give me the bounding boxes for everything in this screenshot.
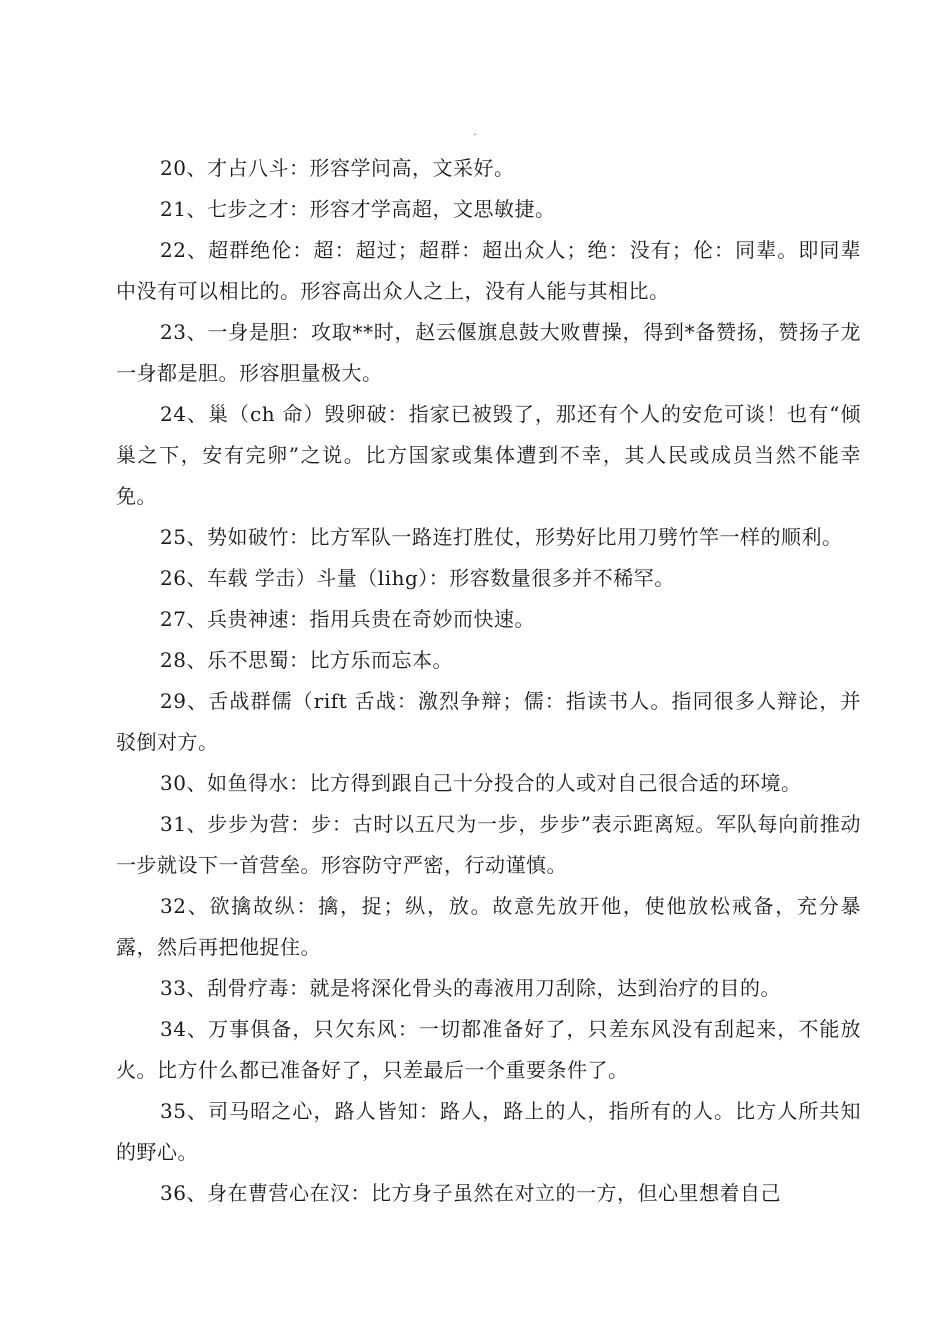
entry-36: 36、身在曹营心在汉：比方身子虽然在对立的一方，但心里想着自己 — [160, 1181, 781, 1205]
entry-21: 21、七步之才：形容才学高超，文思敏捷。 — [160, 197, 556, 221]
entry-22: 22、超群绝伦：超：超过；超群：超出众人；绝：没有；伦：同辈。即同辈中没有可以相比的。形容高出众人之上，没有人能与其相比。 — [116, 238, 861, 303]
entry-26: 26、车载 学击）斗量（lihg）：形容数量很多并不稀罕。 — [160, 566, 675, 590]
entry-29: 29、舌战群儒（rift 舌战：激烈争辩；儒：指读书人。指同很多人辩论，并驳倒对方。 — [116, 689, 861, 754]
entry-23: 23、一身是胆：攻取**时，赵云偃旗息鼓大败曹操，得到*备赞扬，赞扬子龙一身都是胆。形容胆量极大。 — [116, 320, 861, 385]
entry-28: 28、乐不思蜀：比方乐而忘本。 — [160, 648, 453, 672]
document-body — [116, 148, 861, 1214]
entry-33: 33、刮骨疗毒：就是将深化骨头的毒液用刀刮除，达到治疗的目的。 — [160, 976, 781, 1000]
entry-34: 34、万事俱备，只欠东风：一切都准备好了，只差东风没有刮起来，不能放火。比方什么都已准备好了，只差最后一个重要条件了。 — [116, 1017, 861, 1082]
entry-27: 27、兵贵神速：指用兵贵在奇妙而快速。 — [160, 607, 535, 631]
entry-35: 35、司马昭之心，路人皆知：路人，路上的人，指所有的人。比方人所共知的野心。 — [116, 1099, 861, 1164]
entry-25: 25、势如破竹：比方军队一路连打胜仗，形势好比用刀劈竹竿一样的顺利。 — [160, 525, 843, 549]
page-header-mark: . — [473, 127, 477, 138]
entry-32: 32、欲擒故纵：擒，捉；纵，放。故意先放开他，使他放松戒备，充分暴露，然后再把他捉住。 — [116, 894, 861, 959]
entry-30: 30、如鱼得水：比方得到跟自己十分投合的人或对自己很合适的环境。 — [160, 771, 802, 795]
entry-20: 20、才占八斗：形容学问高，文采好。 — [160, 156, 515, 180]
entry-24: 24、巢（ch 命）毁卵破：指家已被毁了，那还有个人的安危可谈！也有“倾巢之下，安有完卵”之说。比方国家或集体遭到不幸，其人民或成员当然不能幸免。 — [116, 402, 861, 508]
entry-31: 31、步步为营：步：古时以五尺为一步，步步”表示距离短。军队每向前推动一步就设下一首营垒。形容防守严密，行动谨慎。 — [116, 812, 861, 877]
